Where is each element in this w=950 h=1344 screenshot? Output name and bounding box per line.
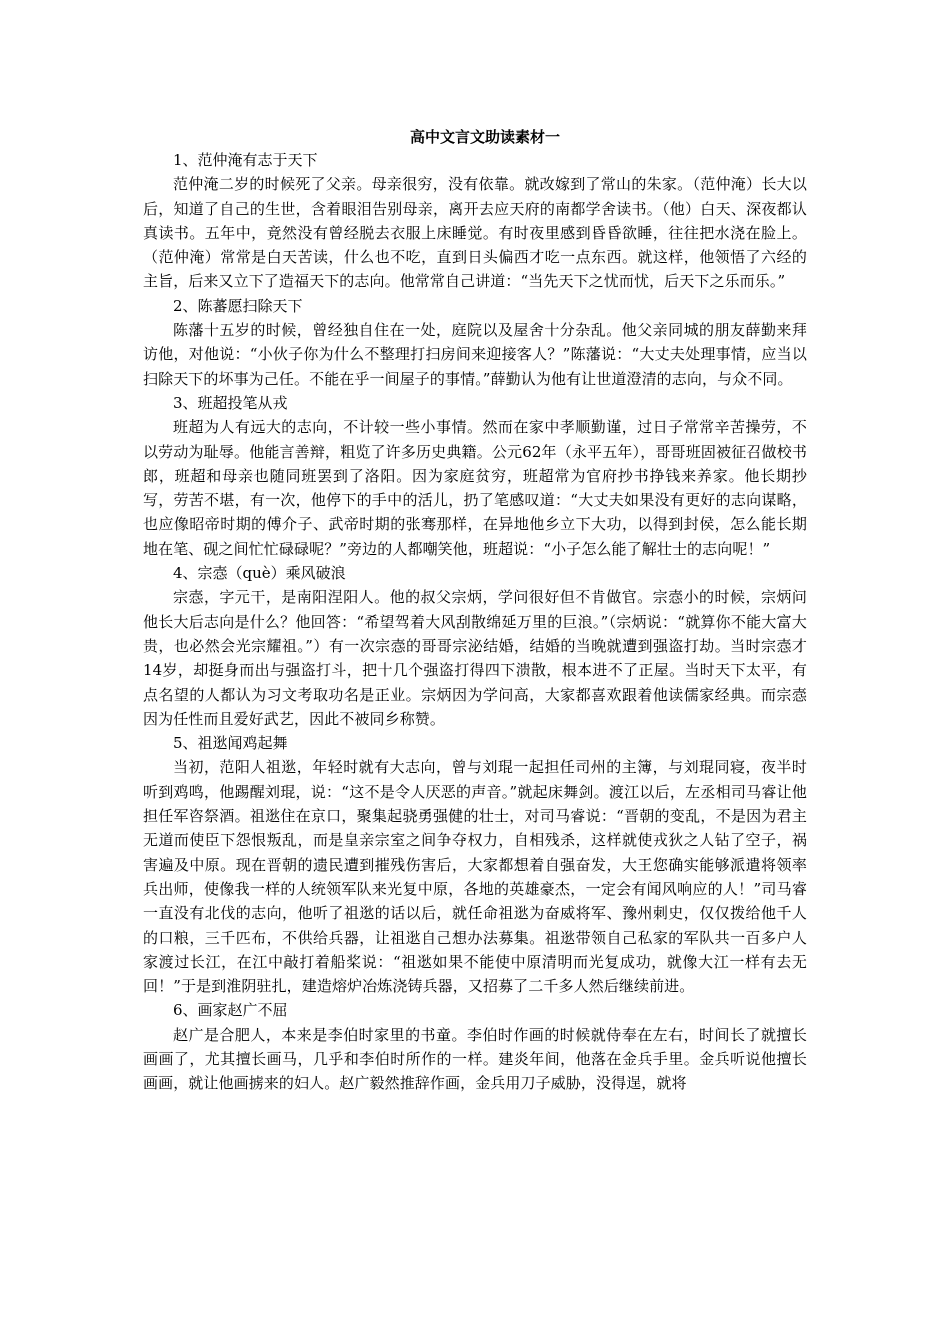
section-body: 赵广是合肥人，本来是李伯时家里的书童。李伯时作画的时候就侍奉在左右，时间长了就擅长画画了，尤其擅长画马，几乎和李伯时所作的一样。建炎年间，他落在金兵手里。金兵听说他擅长画画，就让他画掳来的妇人。赵广毅然推辞作画，金兵用刀子威胁，没得逞，就将 <box>143 1025 807 1093</box>
section-heading: 4、宗悫（què）乘风破浪 <box>173 564 346 583</box>
section-2 <box>143 294 807 391</box>
document-title: 高中文言文助读素材一 <box>409 128 560 146</box>
section-heading: 5、祖逖闻鸡起舞 <box>173 734 288 753</box>
section-heading: 2、陈蕃愿扫除天下 <box>173 296 303 315</box>
section-5 <box>143 731 807 998</box>
section-body: 当初，范阳人祖逖，年轻时就有大志向，曾与刘琨一起担任司州的主簿，与刘琨同寝，夜半时听到鸡鸣，他踢醒刘琨，说：“这不是令人厌恶的声音。”就起床舞剑。渡江以后，左丞相司马睿让他担任军咨祭酒。祖逖住在京口，聚集起骁勇强健的壮士，对司马睿说：“晋朝的变乱，不是因为君主无道而使臣下怨恨叛乱，而是皇亲宗室之间争夺权力，自相残杀，这样就使戎狄之人钻了空子，祸害遍及中原。现在晋朝的遗民遭到摧残伤害后，大家都想着自强奋发，大王您确实能够派遣将领率兵出师，使像我一样的人统领军队来光复中原，各地的英雄豪杰，一定会有闻风响应的人！”司马睿一直没有北伐的志向，他听了祖逖的话以后，就任命祖逖为奋威将军、豫州刺史，仅仅拨给他千人的口粮，三千匹布，不供给兵器，让祖逖自己想办法募集。祖逖带领自己私家的军队共一百多户人家渡过长江，在江中敲打着船桨说：“祖逖如果不能使中原清明而光复成功，就像大江一样有去无回！”于是到淮阴驻扎，建造熔炉冶炼浇铸兵器，又招募了二千多人然后继续前进。 <box>143 758 807 996</box>
section-3 <box>143 391 807 561</box>
section-4 <box>143 561 807 731</box>
section-body: 陈藩十五岁的时候，曾经独自住在一处，庭院以及屋舍十分杂乱。他父亲同城的朋友薛勤来拜访他，对他说：“小伙子你为什么不整理打扫房间来迎接客人？”陈藩说：“大丈夫处理事情，应当以扫除天下的坏事为己任。不能在乎一间屋子的事情。”薛勤认为他有让世道澄清的志向，与众不同。 <box>143 321 807 388</box>
section-heading: 3、班超投笔从戎 <box>173 393 288 412</box>
section-body: 宗悫，字元干，是南阳涅阳人。他的叔父宗炳，学问很好但不肯做官。宗悫小的时候，宗炳问他长大后志向是什么？他回答：“希望驾着大风刮散绵延万里的巨浪。”（宗炳说：“就算你不能大富大贵，也必然会光宗耀祖。”）有一次宗悫的哥哥宗泌结婚，结婚的当晚就遭到强盗打劫。当时宗悫才14岁，却挺身而出与强盗打斗，把十几个强盗打得四下溃散，根本进不了正屋。当时天下太平，有点名望的人都认为习文考取功名是正业。宗炳因为学问高，大家都喜欢跟着他读儒家经典。而宗悫因为任性而且爱好武艺，因此不被同乡称赞。 <box>143 588 807 728</box>
section-body: 范仲淹二岁的时候死了父亲。母亲很穷，没有依靠。就改嫁到了常山的朱家。（范仲淹）长大以后，知道了自己的生世，含着眼泪告别母亲，离开去应天府的南都学舍读书。（他）白天、深夜都认真读书。五年中，竟然没有曾经脱去衣服上床睡觉。有时夜里感到昏昏欲睡，往往把水浇在脸上。（范仲淹）常常是白天苦读，什么也不吃，直到日头偏西才吃一点东西。就这样，他领悟了六经的主旨，后来又立下了造福天下的志向。他常常自己讲道：“当先天下之忧而忧，后天下之乐而乐。” <box>143 175 807 291</box>
section-body: 班超为人有远大的志向，不计较一些小事情。然而在家中孝顺勤谨，过日子常常辛苦操劳，不以劳动为耻辱。他能言善辩，粗览了许多历史典籍。公元62年（永平五年），哥哥班固被征召做校书郎，班超和母亲也随同班罢到了洛阳。因为家庭贫穷，班超常为官府抄书挣钱来养家。他长期抄写，劳苦不堪，有一次，他停下的手中的活儿，扔了笔感叹道：“大丈夫如果没有更好的志向谋略，也应像昭帝时期的傅介子、武帝时期的张骞那样，在异地他乡立下大功，以得到封侯，怎么能长期地在笔、砚之间忙忙碌碌呢？”旁边的人都嘲笑他，班超说：“小子怎么能了解壮士的志向呢！” <box>143 418 807 558</box>
section-heading: 1、范仲淹有志于天下 <box>173 151 318 169</box>
document-content <box>143 126 807 1096</box>
section-heading: 6、画家赵广不屈 <box>173 1001 288 1020</box>
section-6 <box>143 998 807 1095</box>
section-1 <box>143 148 807 294</box>
